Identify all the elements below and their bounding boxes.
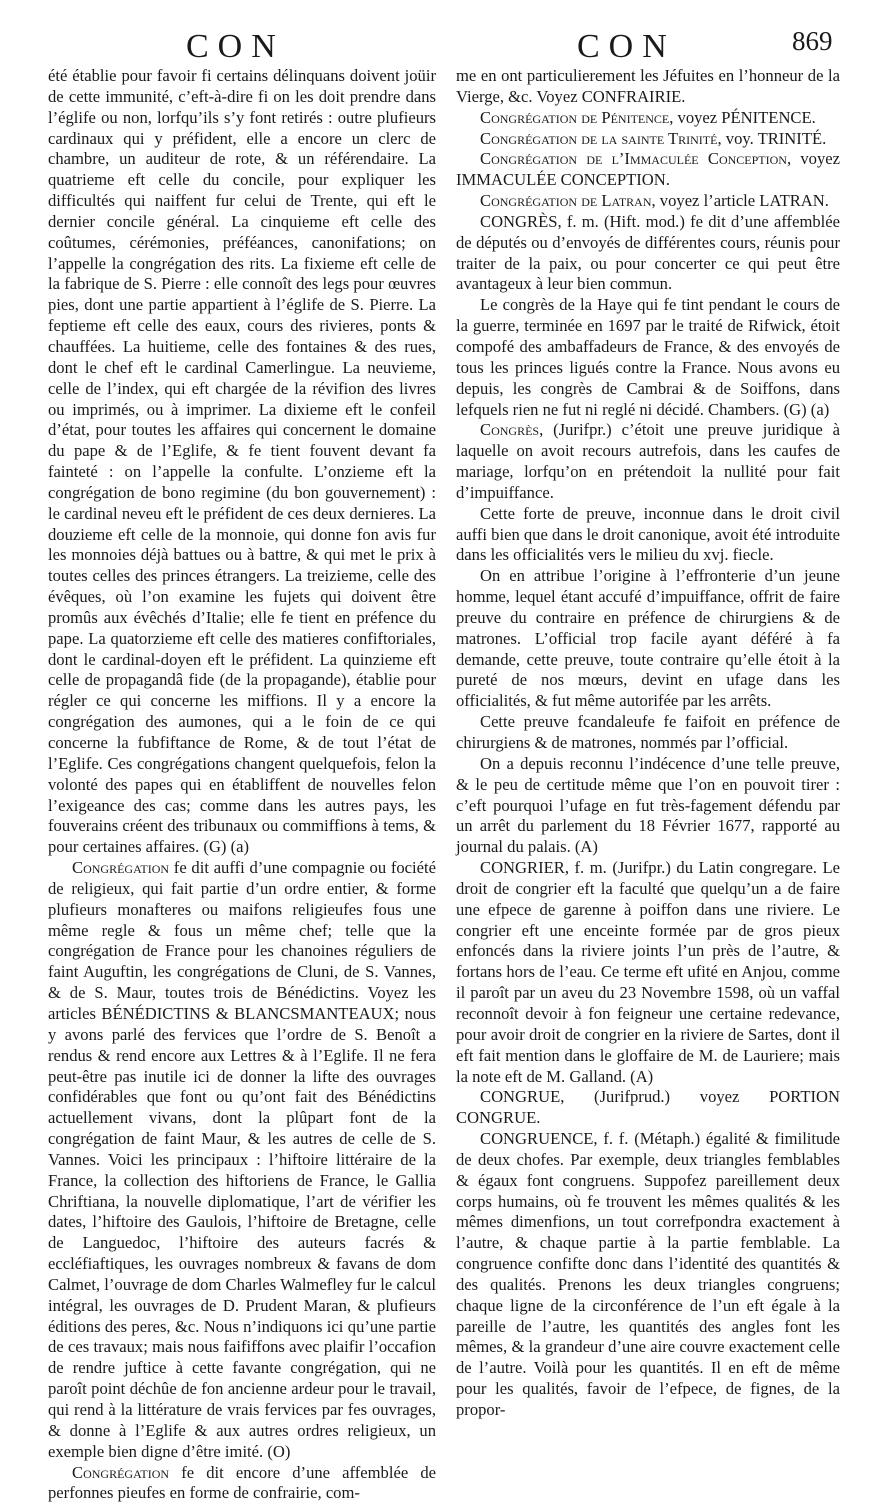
left-column xyxy=(48,66,436,1503)
paragraph-confrairie-continued: me en ont particulierement les Jéfuites en l’honneur de la Vierge, &c. Voyez CONFRAIRIE. xyxy=(456,66,840,106)
entry-head: Congrégation de l’Immaculée Conception xyxy=(480,149,787,169)
paragraph-congregation-confrairie: Congrégation fe dit encore d’une affemblée de perfonnes pieufes en forme de confrairie, com- xyxy=(48,1462,436,1503)
right-column xyxy=(456,66,840,1471)
paragraph-congregation-penitence: Congrégation de Pénitence, voyez PÉNITENCE. xyxy=(480,107,816,127)
entry-head: CONGRIER xyxy=(480,858,565,878)
paragraph-congres: CONGRÈS, f. m. (Hift. mod.) fe dit d’une affemblée de députés ou d’envoyés de différentes cours, réunis pour traiter de la paix, ou pour concerter ce qui peut être avantageux à leur bien commun. xyxy=(456,211,840,294)
paragraph-congres-jurisprudence: Congrès, (Jurifpr.) c’étoit une preuve juridique à laquelle on avoit recours autrefois, dans les caufes de mariage, lorfqu’on en prétendoit la nullité pour fait d’impuiffance. xyxy=(456,420,840,502)
paragraph-congruence: CONGRUENCE, f. f. (Métaph.) égalité & fimilitude de deux chofes. Par exemple, deux triangles femblables & égaux font congruens. Suppofez pareillement deux corps humains, où fe trouvent les mêmes qualités & les mêmes dimenfions, un tout correfpondra exactement à l’autre, & chaque partie à la partie femblable. La congruence confifte donc dans l’identité des quantités & des qualités. Prenons les deux triangles congruens; chaque ligne de la circonférence de l’un eft égale à la pareille de l’autre, les quantités des angles font les mêmes, & la grandeur d’une aire couvre exactement celle de l’autre. Voilà pour les quantités. Il en eft de même pour les qualités, favoir de l’efpece, de fignes, de la propor- xyxy=(456,1129,840,1419)
paragraph-indecence: On a depuis reconnu l’indécence d’une telle preuve, & le peu de certitude même que l’on en pouvoit tirer : c’eft pourquoi l’ufage en fut très-fagement défendu par un arrêt du parlement du 18 Février 1677, rapporté au journal du palais. (A) xyxy=(456,753,840,857)
paragraph-congregation-religieux: Congrégation fe dit auffi d’une compagnie ou fociété de religieux, qui fait partie d’un ordre entier, & forme plufieurs monafteres ou maifons religieufes fous une même regle & fous un même chef; telle que la congrégation de France pour les chanoines réguliers de faint Auguftin, les congrégations de Cluni, de S. Vannes, & de S. Maur, toutes trois de Bénédictins. Voyez les articles BÉNÉDICTINS & BLANCSMANTEAUX; nous y avons parlé des fervices que l’ordre de S. Benoît a rendus & rend encore aux Lettres & à l’Eglife. Il ne fera peut-être pas inutile ici de donner la lifte des ouvrages confidérables que font ou qu’ont fait des Bénédictins actuellement vivans, dont la plûpart font de la congrégation de faint Maur, & les autres de celle de S. Vannes. Voici les principaux : l’hiftoire littéraire de la France, la collection des hiftoriens de France, le Gallia Chriftiana, la nouvelle diplomatique, l’art de vérifier les dates, l’hiftoire des Gaulois, l’hiftoire de Bretagne, celle de Languedoc, l’hiftoire des auteurs facrés & eccléfiaftiques, les ouvrages nombreux & favans de dom Calmet, l’ouvrage de dom Charles Walmefley fur le calcul intégral, les ouvrages de D. Prudent Maran, & plufieurs éditions des peres, &c. Nous n’indiquons ici qu’une partie de ces travaux; mais nous faififfons avec plaifir l’occafion de rendre juftice à cette favante congrégation, qui ne paroît point déchûe de fon ancienne ardeur pour le travail, qui rend à la littérature de vrais fervices par fes ouvrages, & donne à l’Eglife & aux autres ordres religieux, un exemple bien digne d’être imité. (O) xyxy=(48,858,436,1461)
entry-head: Congrégation xyxy=(72,1462,170,1482)
paragraph-congregation-immaculee: Congrégation de l’Immaculée Conception, voyez IMMACULÉE CONCEPTION. xyxy=(456,149,840,190)
left-guide-word: CON xyxy=(186,28,285,65)
paragraph-congregation-romaine-continued: été établie pour favoir fi certains délinquans doivent joüir de cette immunité, c’eft-à-dire fi on les doit prendre dans l’églife ou non, lorfqu’ils s’y font retirés : outre plufieurs cardinaux qui y préfident, elle a encore un clerc de chambre, un auditeur de rote, & un référendaire. La quatrieme eft celle du concile, pour expliquer les difficultés qui naiffent fur celui de Trente, qui eft le dernier concile général. La cinquieme eft celle des coûtumes, cérémonies, préféances, canonifations; on l’appelle la congrégation des rits. La fixieme eft celle de la fabrique de S. Pierre : elle connoît des legs pour œuvres pies, dont une partie appartient à l’églife de S. Pierre. La feptieme eft celle des eaux, cours des rivieres, ponts & chauffées. La huitieme, celle des fontaines & des rues, dont le chef eft le cardinal Camerlingue. La neuvieme, celle de l’index, qui eft chargée de la révifion des livres ou imprimés, ou à imprimer. La dixieme eft le confeil d’état, pour toutes les affaires qui concernent le domaine du pape & de l’Eglife, & fe tient fouvent devant fa fainteté : on l’appelle la confulte. L’onzieme eft la congrégation de bono regimine (du bon gouvernement) : le cardinal neveu eft le préfident de ces deux dernieres. La douzieme eft celle de la monnoie, qui donne fon avis fur les monnoies déjà battues ou à battre, & qui met le prix à toutes celles des princes étrangers. La treizieme, celle des évêques, où l’on examine les fujets qui doivent être promûs aux évêchés d’Italie; elle fe tient en préfence du pape. La quatorzieme eft celle des matieres confiftoriales, dont le cardinal-doyen eft le préfident. La quinzieme eft celle de propagandâ fide (de la propagande), établie pour régler ce qui concerne les miffions. Il y a encore la congrégation des aumones, qui a le foin de ce qui concerne la fubfiftance de Rome, & de tout l’état de l’Eglife. Ces congrégations changent quelquefois, felon la volonté des papes qui en établiffent de nouvelles felon l’exigeance des cas; comme dans les autres pays, les fouverains créent des tribunaux ou commiffions à tems, & pour certaines affaires. (G) (a) xyxy=(48,66,436,857)
entry-head: Congrégation de la sainte Trinité xyxy=(480,128,718,148)
entry-head: Congrès xyxy=(480,420,540,440)
entry-head: Congrégation de Latran xyxy=(480,191,652,211)
paragraph-congregation-latran: Congrégation de Latran, voyez l’article LATRAN. xyxy=(480,191,829,211)
entry-head: Congrégation xyxy=(72,858,170,878)
paragraph-congres-haye: Le congrès de la Haye qui fe tint pendant le cours de la guerre, terminée en 1697 par le traité de Rifwick, étoit compofé des ambaffadeurs de France, & des envoyés de tous les princes ligués contre la France. Nous avons eu depuis, les congrès de Cambrai & de Soiffons, dans lefquels rien ne fut ni reglé ni décidé. Chambers. (G) (a) xyxy=(456,295,840,419)
page-number: 869 xyxy=(792,26,833,56)
entry-head: CONGRUENCE xyxy=(480,1129,594,1149)
right-guide-word: CON xyxy=(577,28,676,65)
paragraph-congrue: CONGRUE, (Jurifprud.) voyez PORTION CONGRUE. xyxy=(456,1087,840,1128)
paragraph-preuve-scandaleuse: Cette preuve fcandaleufe fe faifoit en préfence de chirurgiens & de matrones, nommés par l’official. xyxy=(456,712,840,752)
paragraph-origine: On en attribue l’origine à l’effronterie d’un jeune homme, lequel étant accufé d’impuiffance, offrit de faire preuve du contraire en préfence de chirurgiens & de matrones. L’official trop facile ayant déféré à fa demande, cette preuve, toute contraire qu’elle étoit à la pureté de nos mœurs, devint en ufage dans les officialités, & fut même autorifée par les arrêts. xyxy=(456,566,840,711)
entry-head: CONGRÈS xyxy=(480,211,558,231)
entry-head: CONGRUE xyxy=(480,1087,561,1107)
entry-head: Congrégation de Pénitence xyxy=(480,107,670,127)
paragraph-congregation-trinite: Congrégation de la sainte Trinité, voy. TRINITÉ. xyxy=(480,128,827,148)
paragraph-sorte-de-preuve: Cette forte de preuve, inconnue dans le droit civil auffi bien que dans le droit canonique, avoit été introduite dans les officialités vers le milieu du xvj. fiecle. xyxy=(456,503,840,565)
paragraph-congrier: CONGRIER, f. m. (Jurifpr.) du Latin congregare. Le droit de congrier eft la faculté que quelqu’un a de faire une efpece de garenne à poiffon dans une riviere. Le congrier eft une enceinte formée par de gros pieux enfoncés dans la riviere joints l’un près de l’autre, & fortans hors de l’eau. Ce terme eft ufité en Anjou, comme il paroît par un aveu du 23 Novembre 1598, où un vaffal reconnoît devoir à fon feigneur une certaine redevance, pour avoir droit de congrier en la riviere de Sartes, dont il eft fait mention dans le gloffaire de M. de Lauriere; mais la note eft de M. Galland. (A) xyxy=(456,858,840,1086)
